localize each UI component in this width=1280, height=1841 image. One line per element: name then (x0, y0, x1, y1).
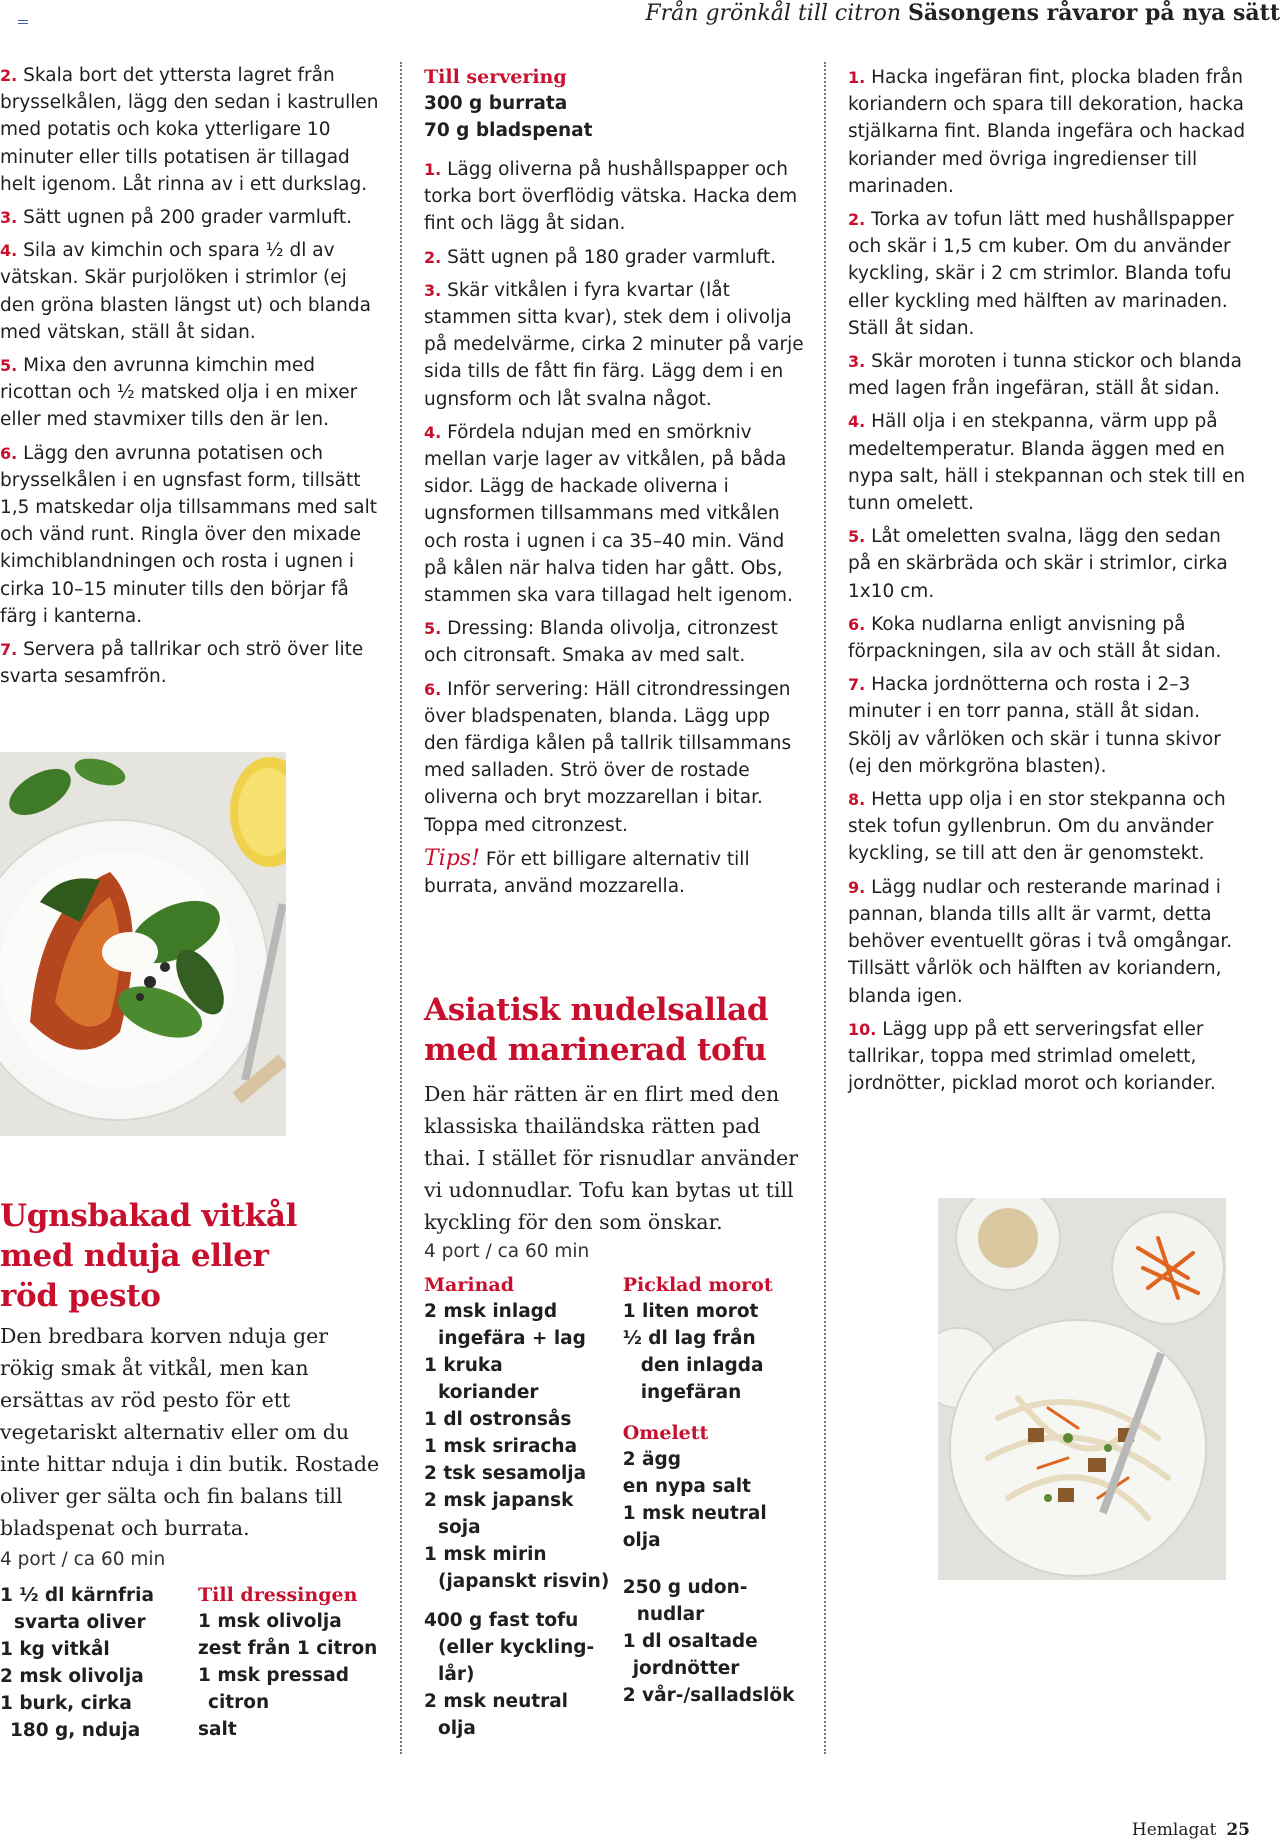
recipe-2 (424, 990, 808, 1742)
recipe-meta: 4 port / ca 60 min (0, 1549, 166, 1570)
step: 4. Sila av kimchin och spara ½ dl av vätskan. Skär purjolöken i strimlor (ej den gröna blasten längst ut) och blanda med vätskan, ställ åt sidan. (0, 240, 371, 343)
section-heading: Till dressingen (198, 1584, 358, 1606)
column-3 (848, 64, 1248, 1103)
step: 3. Skär vitkålen i fyra kvartar (låt stammen sitta kvar), stek dem i olivolja på medelvärme, cirka 2 minuter på varje sida tills de fått fin färg. Lägg dem i en ugnsform och låt svalna något. (424, 279, 804, 410)
tips-label: Tips! (424, 845, 480, 871)
recipe-intro: Den bredbara korven nduja ger rökig smak åt vitkål, men kan ersättas av röd pesto för ett vegetariskt alternativ eller om du inte hittar nduja i din butik. Rostade oliver ger sälta och fin balans till bladspenat och burrata. (0, 1324, 380, 1540)
cabbage-dish-photo (0, 752, 286, 1136)
step: 1. Lägg oliverna på hushållspapper och torka bort överflödig vätska. Hacka dem fint och lägg åt sidan. (424, 159, 798, 235)
section-heading: Marinad (424, 1274, 514, 1296)
column-divider (824, 62, 826, 1754)
step: 7. Servera på tallrikar och strö över lite svarta sesamfrön. (0, 639, 364, 688)
step: 6. Koka nudlarna enligt anvisning på förpackningen, sila av och ställ åt sidan. (848, 613, 1222, 663)
section-heading: Till servering (424, 66, 567, 88)
recipe-title: Ugnsbakad vitkål med nduja eller röd pesto (0, 1198, 298, 1314)
recipe-title: Asiatisk nudelsallad med marinerad tofu (424, 992, 769, 1068)
step: 3. Sätt ugnen på 200 grader varmluft. (0, 207, 352, 229)
step: 2. Sätt ugnen på 180 grader varmluft. (424, 246, 776, 268)
step: 2. Skala bort det yttersta lagret från brysselkålen, lägg den sedan i kastrullen med potatis och koka ytterligare 10 minuter eller tills potatisen är tillagad helt igenom. Låt rinna av i ett durkslag. (0, 65, 379, 195)
ingredient-list: Marinad 2 msk inlagd ingefära + lag 1 kruka koriander 1 dl ostronsås 1 msk sriracha 2 tsk sesamolja 2 msk japansk soja 1 msk mirin (japanskt risvin) 400 g fast tofu (eller kyckling- lår) 2 msk neutral olja (424, 1272, 623, 1742)
ingredient-list: 1 ½ dl kärnfria svarta oliver 1 kg vitkål 2 msk olivolja 1 burk, cirka 180 g, nduja (0, 1585, 155, 1741)
step: 7. Hacka jordnötterna och rosta i 2–3 minuter i en torr panna, ställ åt sidan. Skölj av vårlöken och skär i tunna skivor (ej den mörkgröna blasten). (848, 674, 1221, 777)
section-heading: Picklad morot (622, 1274, 773, 1296)
page-number: 25 (1226, 1820, 1250, 1840)
page-footer (1132, 1820, 1250, 1840)
step: 5. Dressing: Blanda olivolja, citronzest och citronsaft. Smaka av med salt. (424, 618, 778, 667)
step: 6. Lägg den avrunna potatisen och brysselkålen i en ugnsfast form, tillsätt 1,5 matskedar olja tillsammans med salt och vänd runt. Ringla över den mixade kimchiblandningen och rosta i ugnen i cirka 10–15 minuter tills den börjar få färg i kanterna. (0, 442, 378, 627)
header-kicker-italic: Från grönkål till citron (645, 1, 902, 26)
step: 1. Hacka ingefäran fint, plocka bladen från koriandern och spara till dekoration, hacka stjälkarna fint. Blanda ingefära och hackad koriander med övriga ingredienser till marinaden. (848, 67, 1246, 197)
magazine-name: Hemlagat (1131, 1820, 1217, 1840)
header-kicker-bold: Säsongens råvaror på nya sätt (908, 0, 1280, 26)
step: 5. Mixa den avrunna kimchin med ricottan och ½ matsked olja i en mixer eller med stavmixer tills den är len. (0, 355, 358, 431)
ingredient-columns (424, 1272, 808, 1742)
step: 4. Häll olja i en stekpanna, värm upp på medeltemperatur. Blanda äggen med en nypa salt, häll i stekpannan och stek till en tunn omelett. (848, 411, 1246, 515)
column-2 (424, 64, 804, 906)
step: 6. Inför servering: Häll citrondressingen över bladspenaten, blanda. Lägg upp den färdiga kålen på tallrik tillsammans med salladen. Strö över de rostade oliverna och bryt mozzarellan i bitar. Toppa med citronzest. (424, 678, 792, 836)
noodle-salad-photo (938, 1198, 1226, 1580)
step: 3. Skär moroten i tunna stickor och blanda med lagen från ingefäran, ställ åt sidan. (848, 351, 1243, 400)
dressing-list: Till dressingen 1 msk olivolja zest från 1 citron 1 msk pressad citron salt (198, 1584, 378, 1740)
ingredient-columns (0, 1582, 382, 1744)
tip (424, 845, 804, 900)
column-1 (0, 62, 382, 696)
step: 8. Hetta upp olja i en stor stekpanna och stek tofun gyllenbrun. Om du använder kyckling, se till att den är genomstekt. (848, 789, 1226, 865)
step: 5. Låt omeletten svalna, lägg den sedan på en skärbräda och skär i strimlor, cirka 1x10 cm. (848, 526, 1228, 602)
serving-list: 300 g burrata 70 g bladspenat (424, 93, 593, 141)
step: 10. Lägg upp på ett serveringsfat eller tallrikar, toppa med strimlad omelett, jordnötter, picklad morot och koriander. (848, 1018, 1216, 1095)
tips-text: För ett billigare alternativ till burrata, använd mozzarella. (424, 848, 750, 898)
recipe-meta: 4 port / ca 60 min (424, 1241, 590, 1262)
recipe-1 (0, 1196, 382, 1744)
corner-mark (18, 20, 28, 24)
step: 4. Fördela ndujan med en smörkniv mellan varje lager av vitkålen, på båda sidor. Lägg de hackade oliverna i ugnsformen tillsammans med vitkålen och rosta i ugnen i ca 35–40 min. Vänd på kålen när halva tiden har gått. Obs, stammen ska vara tillagad helt igenom. (424, 421, 793, 607)
page-header (645, 0, 1280, 30)
step: 2. Torka av tofun lätt med hushållspapper och skär i 1,5 cm kuber. Om du använder kyckling, skär i 2 cm strimlor. Blanda tofu eller kyckling med hälften av marinaden. Ställ åt sidan. (848, 209, 1234, 339)
recipe-intro: Den här rätten är en flirt med den klassiska thailändska rätten pad thai. I stället för risnudlar använder vi udonnudlar. Tofu kan bytas ut till kyckling för den som önskar. (424, 1082, 799, 1234)
step: 9. Lägg nudlar och resterande marinad i pannan, blanda tills allt är varmt, detta behöver eventuellt göras i två omgångar. Tillsätt vårlök och hälften av koriandern, blanda igen. (848, 876, 1233, 1007)
section-heading: Omelett (622, 1422, 709, 1444)
column-divider (400, 62, 402, 1754)
pickle-omelett-list: Picklad morot 1 liten morot ½ dl lag från den inlagda ingefäran Omelett 2 ägg en nypa salt 1 msk neutral olja 250 g udon- nudlar 1 dl osaltade jordnötter 2 vår-/salladslök (623, 1272, 808, 1742)
